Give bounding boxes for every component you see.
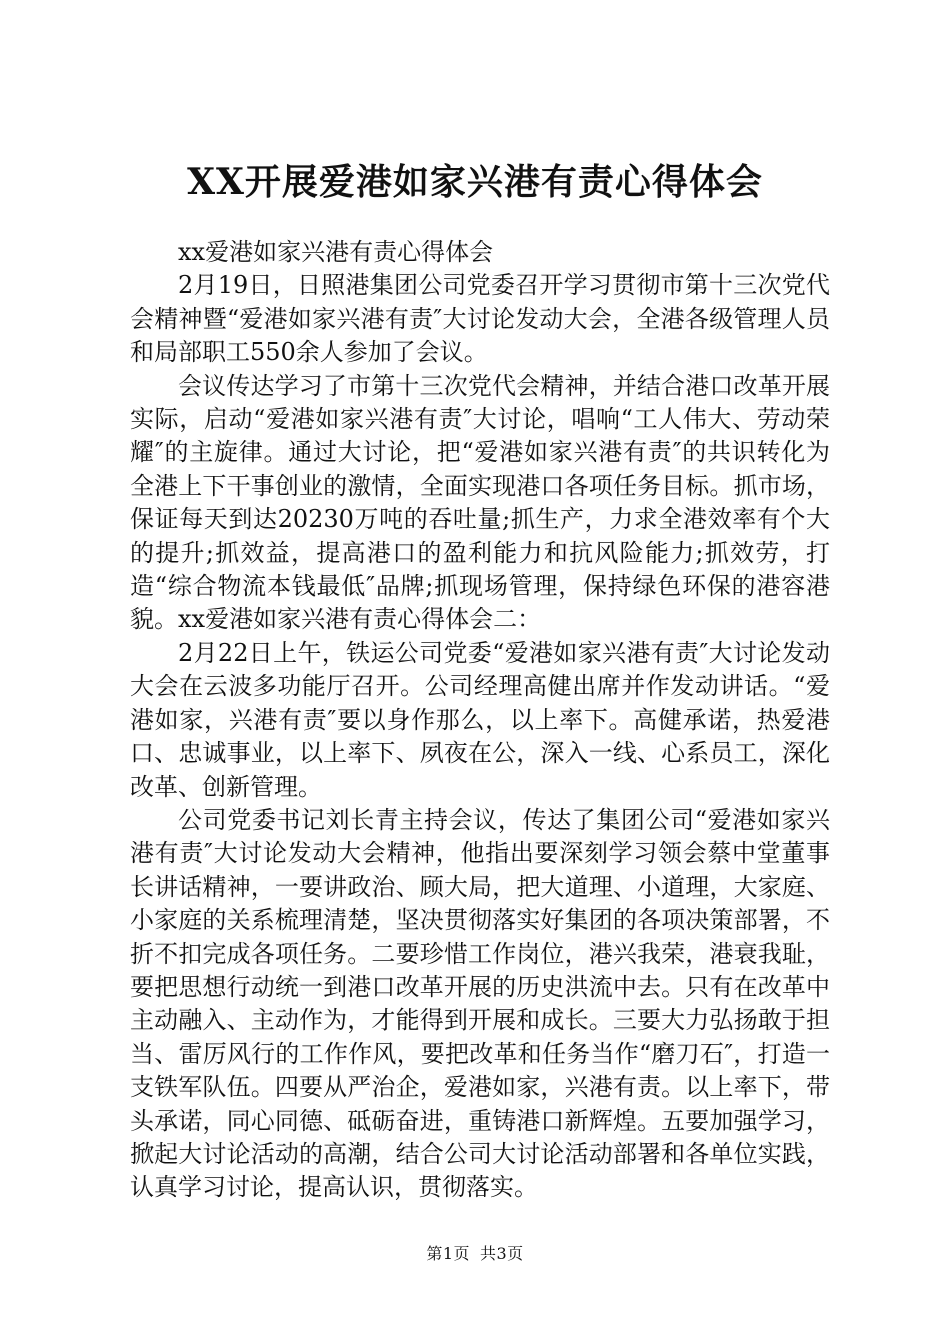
body-paragraph: 2月22日上午，铁运公司党委“爱港如家兴港有责″大讨论发动大会在云波多功能厅召开。公司经理高健出席并作发动讲话。“爱港如家，兴港有责″要以身作那么，以上率下。高健承诺，热爱港口、忠诚事业，以上率下、夙夜在公，深入一线、心系员工，深化改革、创新管理。 [130, 638, 830, 801]
page-footer [0, 1243, 950, 1265]
body-paragraph: 公司党委书记刘长青主持会议，传达了集团公司“爱港如家兴港有责″大讨论发动大会精神，他指出要深刻学习领会蔡中堂董事长讲话精神，一要讲政治、顾大局，把大道理、小道理，大家庭、小家庭的关系梳理清楚，坚决贯彻落实好集团的各项决策部署，不折不扣完成各项任务。二要珍惜工作岗位，港兴我荣，港衰我耻，要把思想行动统一到港口改革开展的历史洪流中去。只有在改革中主动融入、主动作为，才能得到开展和成长。三要大力弘扬敢于担当、雷厉风行的工作作风，要把改革和任务当作“磨刀石″，打造一支铁军队伍。四要从严治企，爱港如家，兴港有责。以上率下，带头承诺，同心同德、砥砺奋进，重铸港口新辉煌。五要加强学习，掀起大讨论活动的高潮，结合公司大讨论活动部署和各单位实践，认真学习讨论，提高认识，贯彻落实。 [130, 805, 830, 1202]
document-title: XX开展爱港如家兴港有责心得体会 [187, 161, 763, 203]
document-body [130, 236, 830, 1205]
body-paragraph: 会议传达学习了市第十三次党代会精神，并结合港口改革开展实际，启动“爱港如家兴港有责″大讨论，唱响“工人伟大、劳动荣耀″的主旋律。通过大讨论，把“爱港如家兴港有责″的共识转化为全港上下干事创业的激情，全面实现港口各项任务目标。抓市场，保证每天到达20230万吨的吞吐量;抓生产，力求全港效率有个大的提升;抓效益，提高港口的盈利能力和抗风险能力;抓效劳，打造“综合物流本钱最低″品牌;抓现场管理，保持绿色环保的港容港貌。xx爱港如家兴港有责心得体会二： [130, 371, 830, 634]
page-total: 共3页 [480, 1244, 524, 1263]
body-paragraph: 2月19日，日照港集团公司党委召开学习贯彻市第十三次党代会精神暨“爱港如家兴港有责″大讨论发动大会，全港各级管理人员和局部职工550余人参加了会议。 [130, 271, 830, 367]
subtitle-paragraph: xx爱港如家兴港有责心得体会 [178, 238, 494, 266]
page-number: 第1页 [426, 1244, 470, 1263]
